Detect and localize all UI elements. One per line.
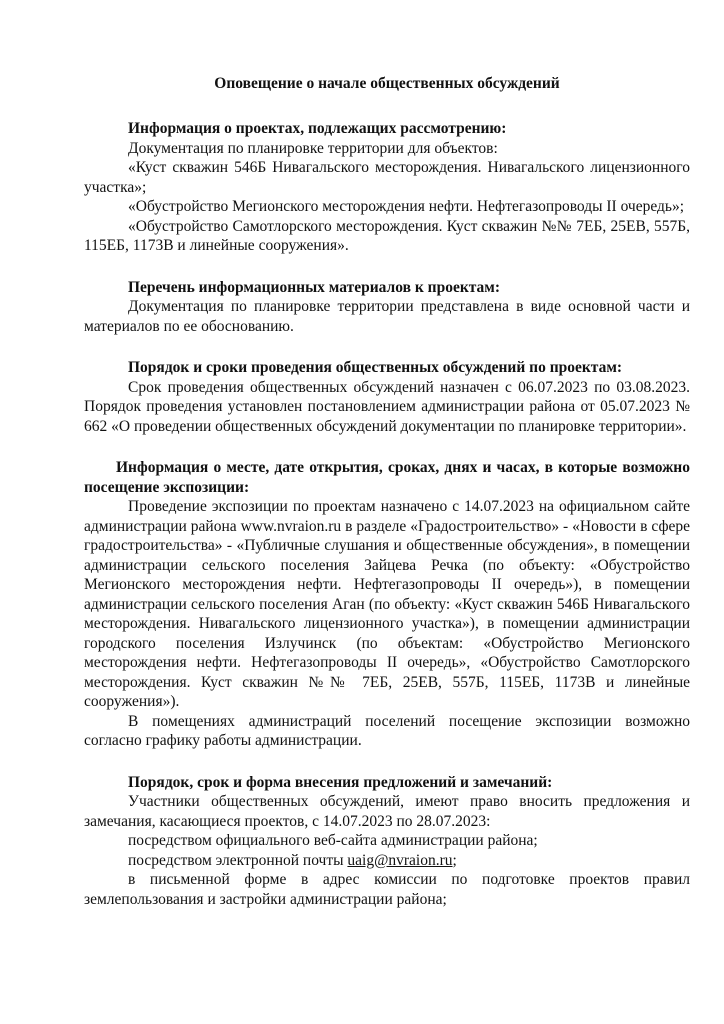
paragraph: «Обустройство Мегионского месторождения нефти. Нефтегазопроводы II очередь»; bbox=[128, 198, 685, 215]
section-exposition-heading: Информация о месте, дате открытия, сроках, днях и часах, в которые возможно посещение экспозиции: bbox=[84, 459, 690, 496]
paragraph: посредством официального веб-сайта администрации района; bbox=[128, 832, 538, 849]
section-procedure-heading: Порядок и сроки проведения общественных обсуждений по проектам: bbox=[128, 359, 623, 376]
section-materials bbox=[84, 278, 690, 337]
paragraph-email bbox=[84, 851, 690, 871]
paragraph: Проведение экспозиции по проектам назначено с 14.07.2023 на официальном сайте администрации района www.nvraion.ru в разделе «Градостроительство» - «Новости в сфере градостроительства» - «Публичные слушания и общественные обсуждения», в помещении администрации сельского поселения Зайцева Речка (по объекту: «Обустройство Мегионского месторождения нефти. Нефтегазопроводы II очередь»), в помещении администрации сельского поселения Аган (по объекту: «Куст скважин 546Б Нивагальского месторождения. Нивагальского лицензионного участка»), в помещении администрации городского поселения Излучинск (по объектам: «Обустройство Мегионского месторождения нефти. Нефтегазопроводы II очередь», «Обустройство Самотлорского месторождения. Куст скважин №№ 7ЕБ, 25ЕВ, 557Б, 115ЕБ, 1173В и линейные сооружения»). bbox=[84, 498, 690, 710]
document-title: Оповещение о начале общественных обсуждений bbox=[214, 75, 560, 92]
section-projects-heading: Информация о проектах, подлежащих рассмотрению: bbox=[128, 120, 507, 137]
section-procedure bbox=[84, 358, 690, 436]
email-suffix: ; bbox=[452, 851, 457, 869]
paragraph: Документация по планировке территории представлена в виде основной части и материалов по ее обоснованию. bbox=[84, 298, 690, 335]
section-proposals bbox=[84, 773, 690, 910]
paragraph: в письменной форме в адрес комиссии по подготовке проектов правил землепользования и застройки администрации района; bbox=[84, 871, 690, 908]
paragraph: «Обустройство Самотлорского месторождения. Куст скважин №№ 7ЕБ, 25ЕВ, 557Б, 115ЕБ, 1173В и линейные сооружения». bbox=[84, 217, 690, 254]
email-prefix: посредством электронной почты bbox=[128, 851, 348, 869]
section-projects bbox=[84, 119, 690, 256]
section-materials-heading: Перечень информационных материалов к проектам: bbox=[128, 278, 501, 296]
paragraph: «Куст скважин 546Б Нивагальского месторождения. Нивагальского лицензионного участка»; bbox=[84, 159, 690, 196]
paragraph: Срок проведения общественных обсуждений назначен с 06.07.2023 по 03.08.2023. Порядок проведения установлен постановлением администрации района от 05.07.2023 № 662 «О проведении общественных обсуждений документации по планировке территории». bbox=[84, 378, 690, 435]
section-exposition bbox=[84, 458, 690, 751]
paragraph: В помещениях администраций поселений посещение экспозиции возможно согласно графику работы администрации. bbox=[84, 712, 690, 749]
paragraph: Документация по планировке территории для объектов: bbox=[128, 139, 498, 157]
email-link[interactable]: uaig@nvraion.ru bbox=[347, 851, 453, 869]
paragraph: Участники общественных обсуждений, имеют право вносить предложения и замечания, касающиеся проектов, с 14.07.2023 по 28.07.2023: bbox=[84, 793, 690, 830]
section-proposals-heading: Порядок, срок и форма внесения предложений и замечаний: bbox=[128, 773, 553, 791]
